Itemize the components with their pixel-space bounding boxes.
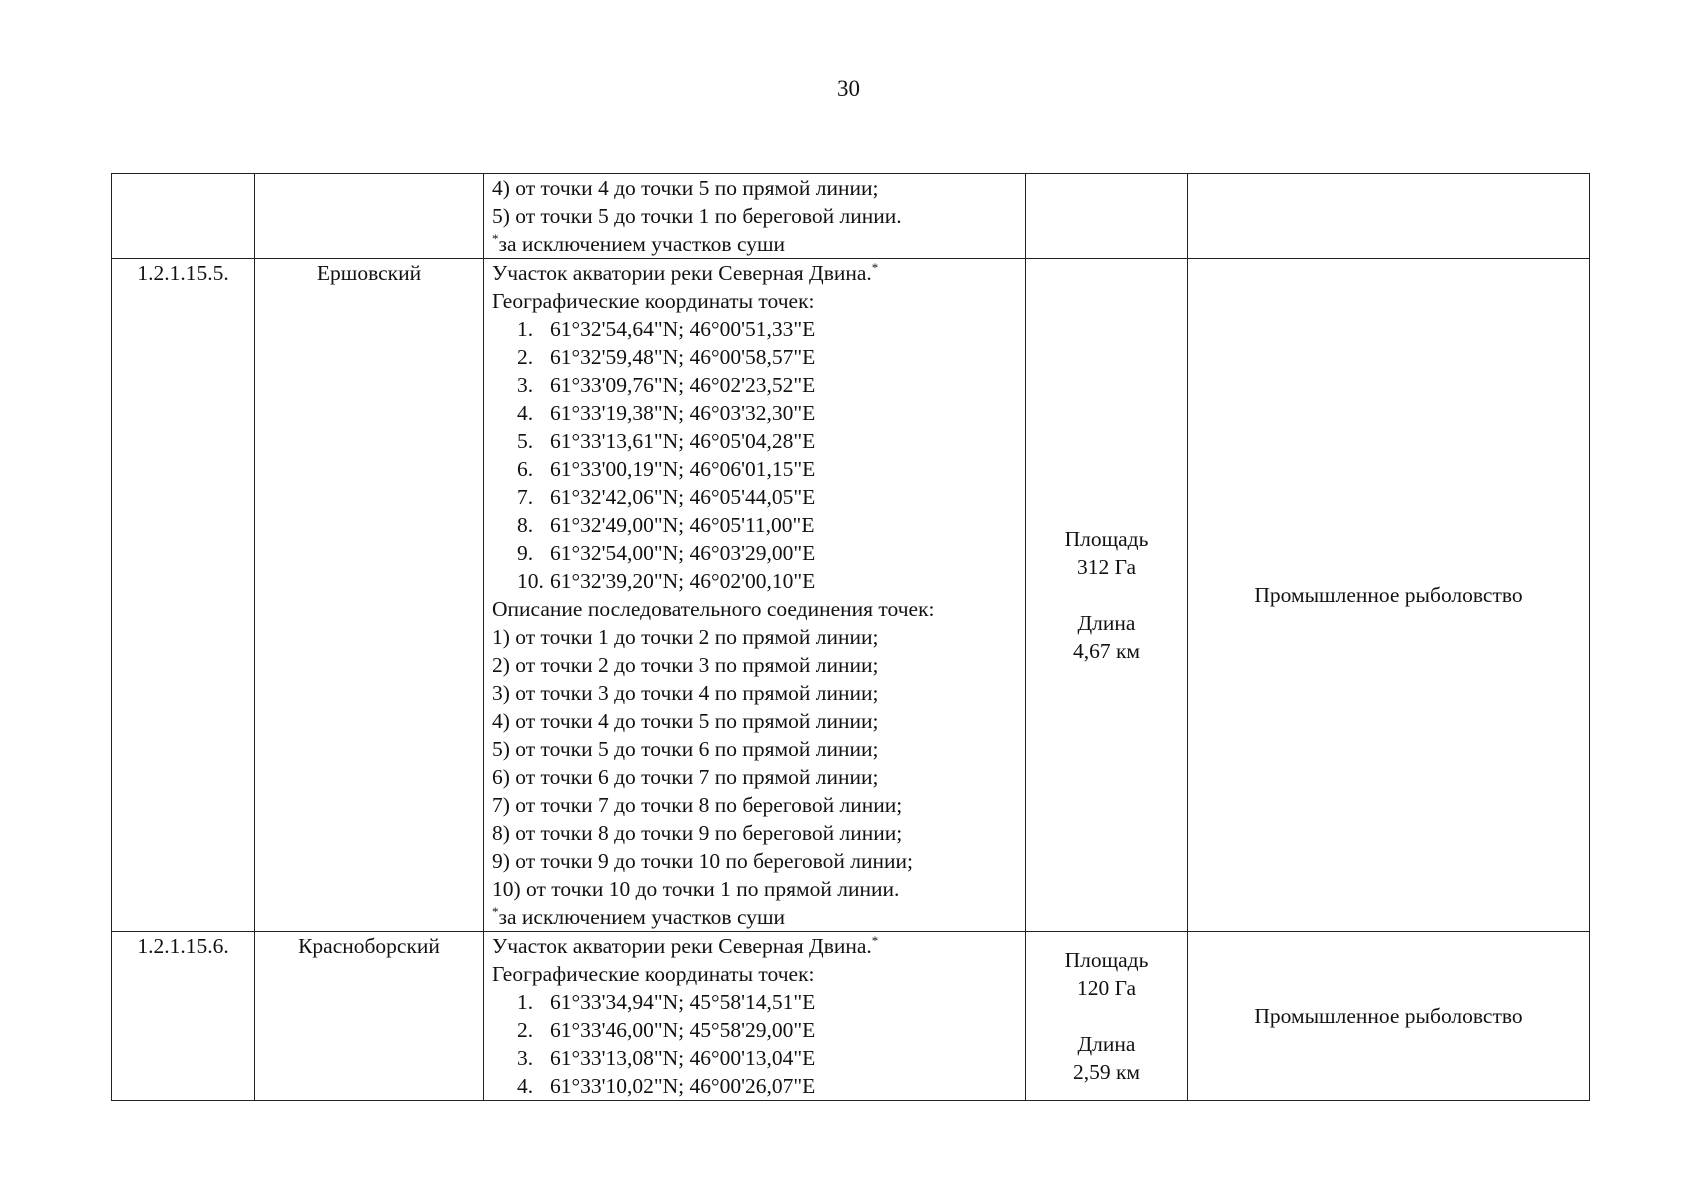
length-value: 2,59 км xyxy=(1072,1060,1141,1084)
description-cell xyxy=(484,932,1026,1101)
table-row xyxy=(112,932,1590,1101)
coords-label: Географические координаты точек: xyxy=(492,289,815,313)
coord-point: 3. 61°33'13,08"N; 46°00'13,04"E xyxy=(517,1046,816,1070)
area-name-cell xyxy=(255,174,484,259)
connection-line: 4) от точки 4 до точки 5 по прямой линии; xyxy=(492,176,879,200)
coord-point: 5. 61°33'13,61"N; 46°05'04,28"E xyxy=(517,429,816,453)
coord-point: 10. 61°32'39,20"N; 46°02'00,10"E xyxy=(517,569,816,593)
coord-point: 6. 61°33'00,19"N; 46°06'01,15"E xyxy=(517,457,816,481)
description-cell xyxy=(484,174,1026,259)
row-number-cell: 1.2.1.15.6. xyxy=(112,932,255,1101)
coord-point: 2. 61°33'46,00"N; 45°58'29,00"E xyxy=(517,1018,816,1042)
connection-label: Описание последовательного соединения точек: xyxy=(492,597,935,621)
area-cell xyxy=(1026,932,1188,1101)
length-label: Длина xyxy=(1077,611,1136,635)
area-value: 312 Га xyxy=(1076,555,1137,579)
coord-point: 1. 61°32'54,64"N; 46°00'51,33"E xyxy=(517,317,816,341)
coord-point: 4. 61°33'10,02"N; 46°00'26,07"E xyxy=(517,1074,816,1098)
fishing-areas-table xyxy=(111,173,1590,1101)
area-cell xyxy=(1026,174,1188,259)
connection-line: 1) от точки 1 до точки 2 по прямой линии; xyxy=(492,625,879,649)
area-name-cell: Ершовский xyxy=(255,259,484,932)
use-cell: Промышленное рыболовство xyxy=(1188,259,1590,932)
area-value: 120 Га xyxy=(1076,976,1137,1000)
length-label: Длина xyxy=(1077,1032,1136,1056)
coord-point: 7. 61°32'42,06"N; 46°05'44,05"E xyxy=(517,485,816,509)
connection-line: 4) от точки 4 до точки 5 по прямой линии; xyxy=(492,709,879,733)
row-number-cell xyxy=(112,174,255,259)
connection-line: 5) от точки 5 до точки 6 по прямой линии; xyxy=(492,737,879,761)
connection-line: 2) от точки 2 до точки 3 по прямой линии; xyxy=(492,653,879,677)
coord-point: 3. 61°33'09,76"N; 46°02'23,52"E xyxy=(517,373,816,397)
connection-line: 10) от точки 10 до точки 1 по прямой линии. xyxy=(492,877,900,901)
area-cell xyxy=(1026,259,1188,932)
connection-line: 9) от точки 9 до точки 10 по береговой линии; xyxy=(492,849,913,873)
connection-line: 3) от точки 3 до точки 4 по прямой линии; xyxy=(492,681,879,705)
connection-line: 7) от точки 7 до точки 8 по береговой линии; xyxy=(492,793,903,817)
table-row xyxy=(112,174,1590,259)
footnote: *за исключением участков суши xyxy=(492,904,786,929)
coord-point: 2. 61°32'59,48"N; 46°00'58,57"E xyxy=(517,345,816,369)
row-number-cell: 1.2.1.15.5. xyxy=(112,259,255,932)
connection-line: 8) от точки 8 до точки 9 по береговой линии; xyxy=(492,821,903,845)
use-cell xyxy=(1188,174,1590,259)
length-value: 4,67 км xyxy=(1072,639,1141,663)
area-label: Площадь xyxy=(1064,527,1149,551)
coord-point: 1. 61°33'34,94"N; 45°58'14,51"E xyxy=(517,990,816,1014)
coord-point: 9. 61°32'54,00"N; 46°03'29,00"E xyxy=(517,541,816,565)
description-cell xyxy=(484,259,1026,932)
use-cell: Промышленное рыболовство xyxy=(1188,932,1590,1101)
coords-label: Географические координаты точек: xyxy=(492,962,815,986)
area-name-cell: Красноборский xyxy=(255,932,484,1101)
page-number: 30 xyxy=(837,76,860,101)
area-title: Участок акватории реки Северная Двина.* xyxy=(492,260,879,285)
coord-point: 8. 61°32'49,00"N; 46°05'11,00"E xyxy=(517,513,815,537)
area-title: Участок акватории реки Северная Двина.* xyxy=(492,933,879,958)
coord-point: 4. 61°33'19,38"N; 46°03'32,30"E xyxy=(517,401,816,425)
area-label: Площадь xyxy=(1064,948,1149,972)
table-row xyxy=(112,259,1590,932)
connection-line: 5) от точки 5 до точки 1 по береговой линии. xyxy=(492,204,902,228)
connection-line: 6) от точки 6 до точки 7 по прямой линии; xyxy=(492,765,879,789)
footnote: *за исключением участков суши xyxy=(492,231,786,256)
